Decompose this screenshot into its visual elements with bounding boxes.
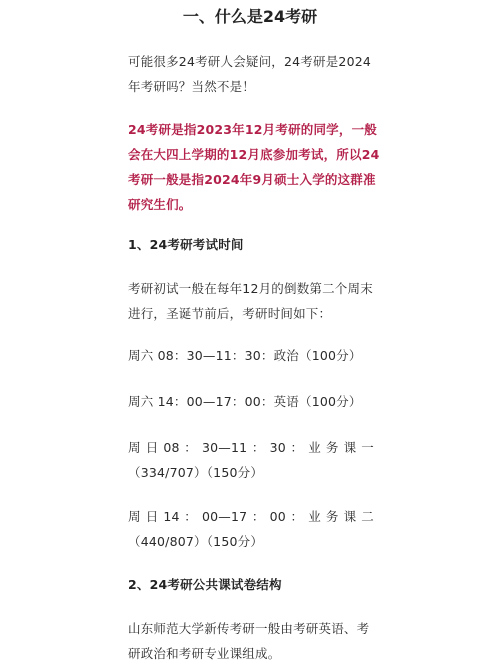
highlight-line-4: 研究生们。	[128, 197, 192, 212]
intro-paragraph	[128, 49, 374, 99]
section1-heading: 1、24考研考试时间	[128, 237, 244, 252]
intro-line-1: 可能很多24考研人会疑问，24考研是2024	[128, 54, 372, 69]
highlight-line-3: 考研一般是指2024年9月硕士入学的这群准	[128, 172, 376, 187]
section1-line-1: 考研初试一般在每年12月的倒数第二个周末	[128, 281, 373, 296]
highlight-paragraph	[128, 117, 380, 217]
schedule-item	[128, 435, 374, 485]
schedule-line: 周 日 08 ： 30—11 ： 30 ： 业 务 课 一	[128, 440, 374, 455]
schedule-line: 周 日 14 ： 00—17 ： 00 ： 业 务 课 二	[128, 509, 374, 524]
schedule-line: 周六 14：00—17：00：英语（100分）	[128, 394, 362, 409]
schedule-line-2: （334/707）（150分）	[128, 465, 264, 480]
section2-paragraph	[128, 616, 374, 666]
schedule-item	[128, 389, 374, 414]
section2-heading: 2、24考研公共课试卷结构	[128, 577, 282, 592]
section2-line-2: 研政治和考研专业课组成。	[128, 646, 281, 661]
schedule-line-2: （440/807）（150分）	[128, 534, 264, 549]
section1-paragraph	[128, 276, 374, 326]
highlight-line-2: 会在大四上学期的12月底参加考试，所以24	[128, 147, 380, 162]
section2-line-1: 山东师范大学新传考研一般由考研英语、考	[128, 621, 370, 636]
schedule-line: 周六 08：30—11：30：政治（100分）	[128, 348, 362, 363]
schedule-item	[128, 343, 374, 368]
page-title: 一、什么是24考研	[182, 7, 318, 26]
schedule-item	[128, 504, 374, 554]
highlight-line-1: 24考研是指2023年12月考研的同学，一般	[128, 122, 377, 137]
section1-line-2: 进行，圣诞节前后，考研时间如下：	[128, 306, 332, 321]
intro-line-2: 年考研吗？当然不是！	[128, 79, 256, 94]
